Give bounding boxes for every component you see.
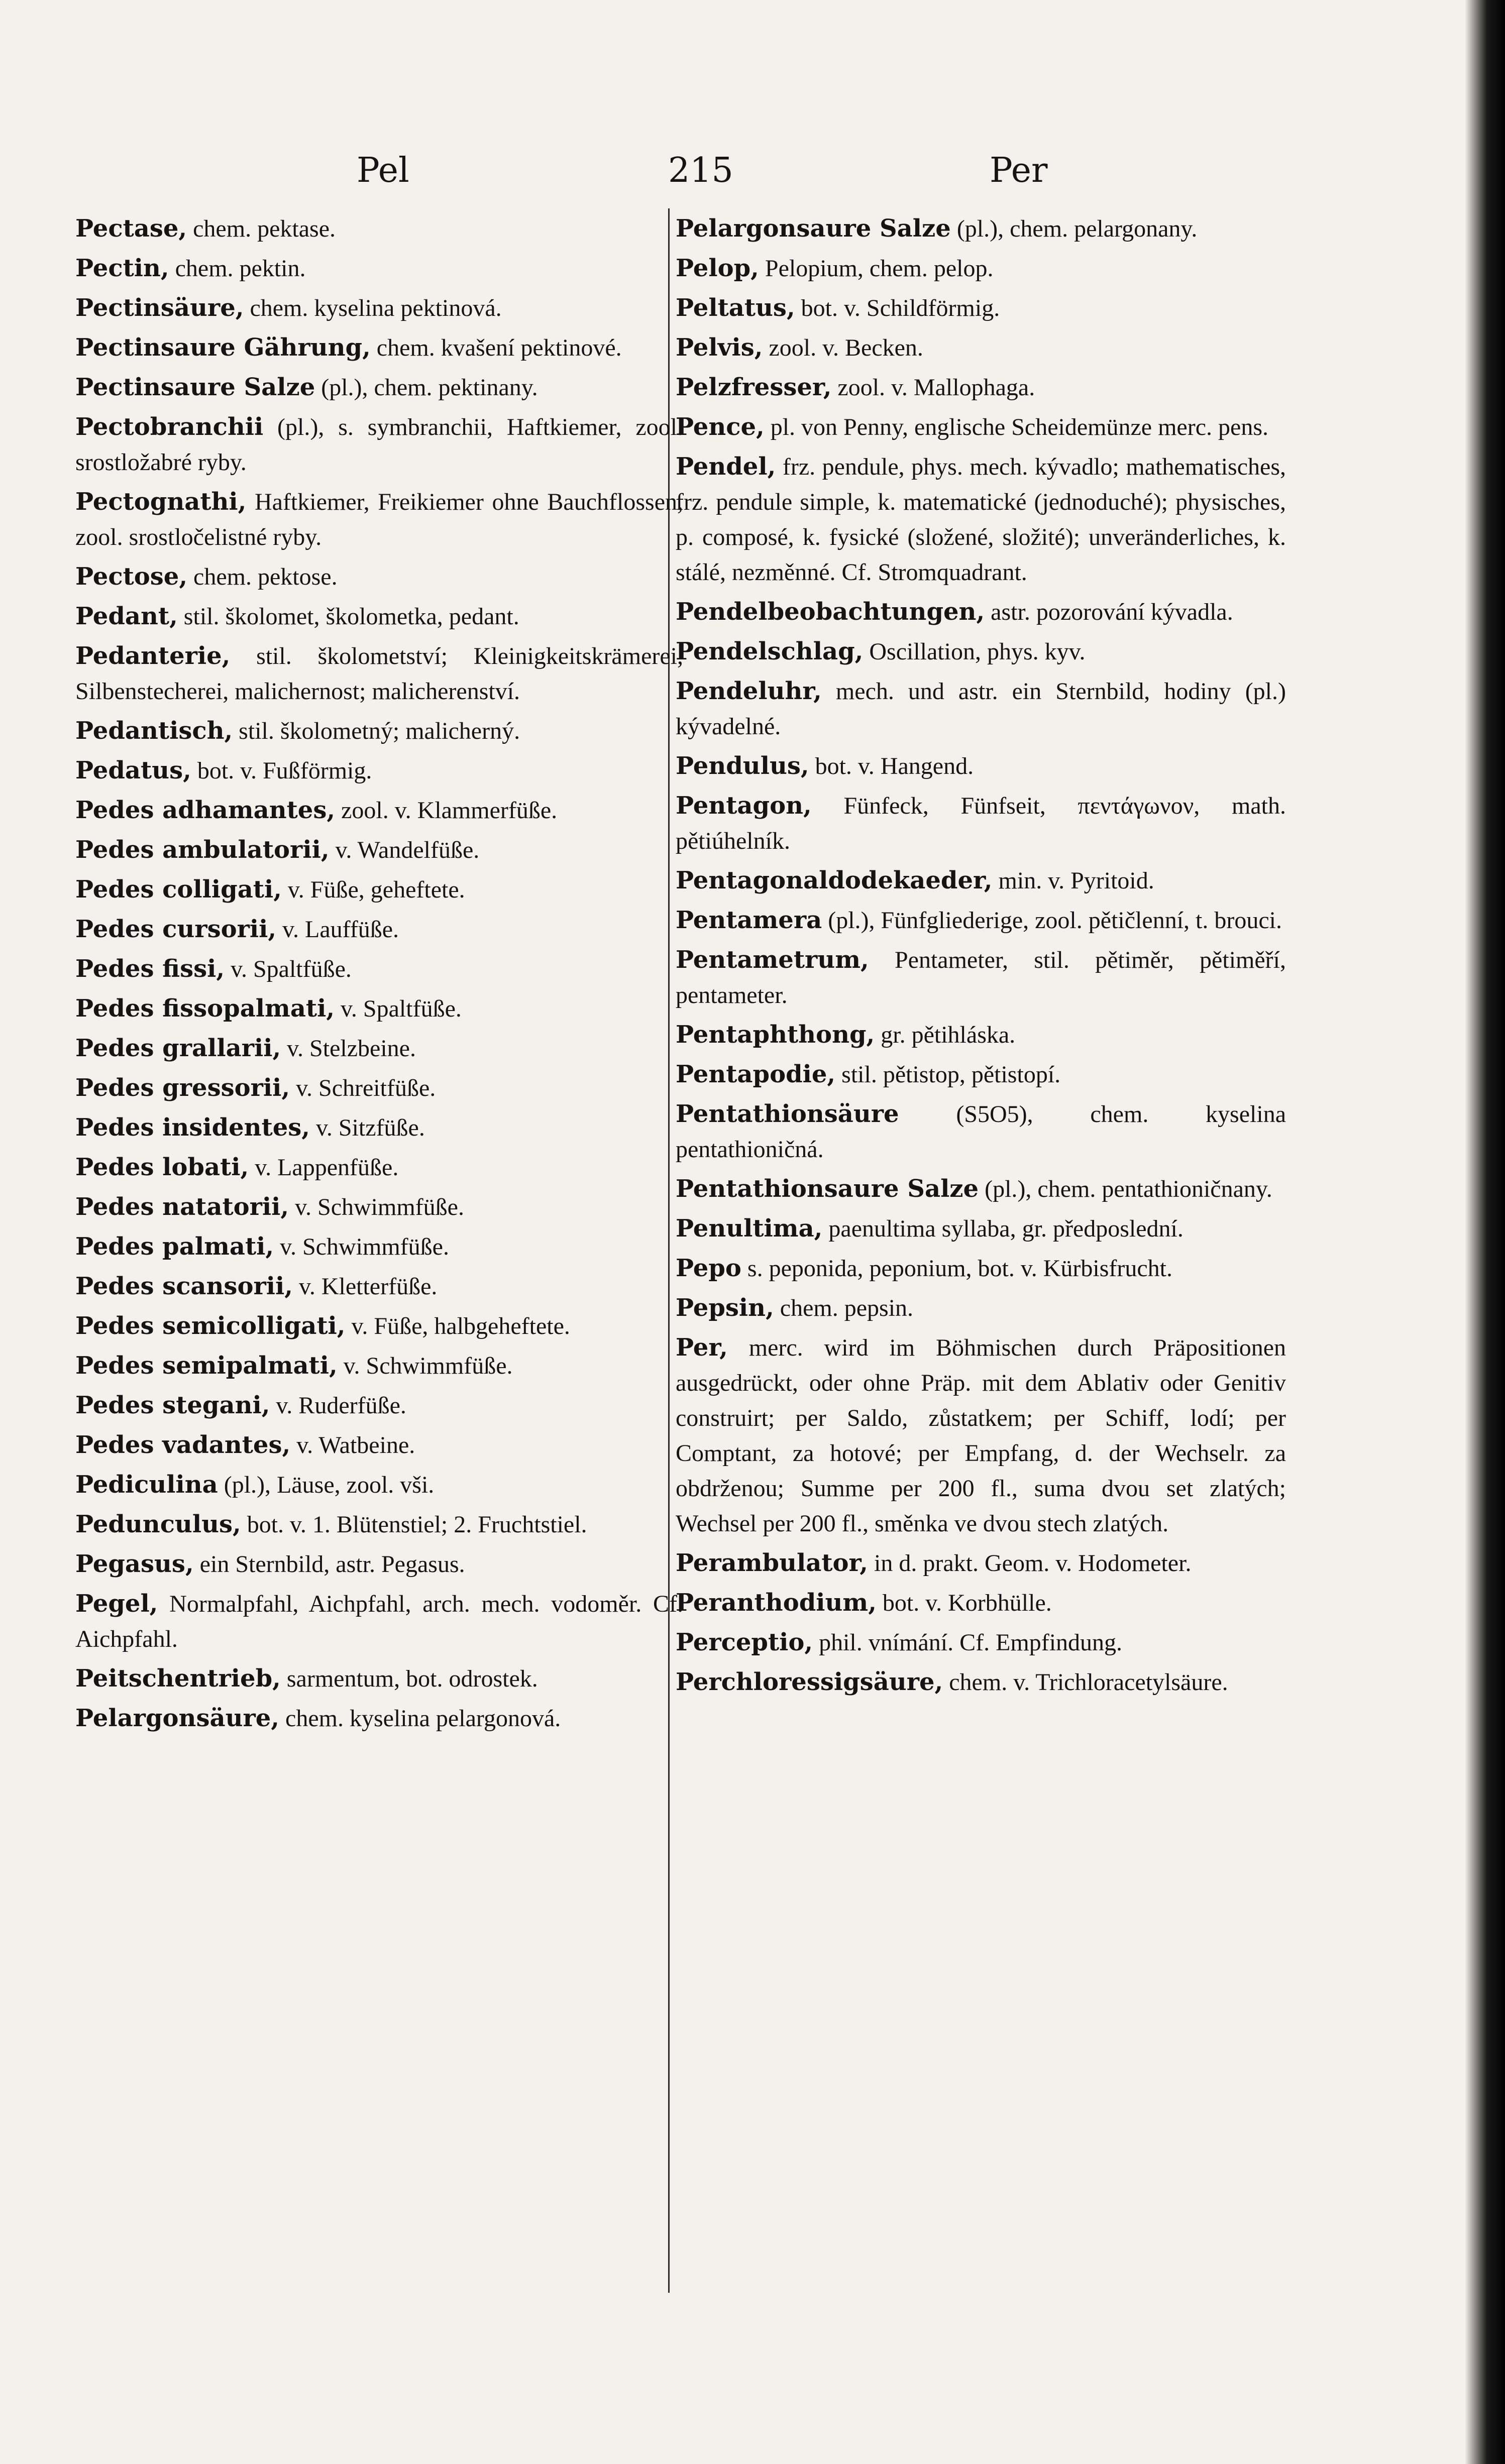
entry-definition: gr. pětihláska. [875,1022,1016,1048]
entry-headword: Pedes lobati, [75,1153,249,1181]
dictionary-entry [75,211,683,247]
entry-definition: stil. školometný; malicherný. [233,718,520,744]
dictionary-entry [676,1096,1286,1167]
entry-headword: Pedes gressorii, [75,1074,290,1102]
dictionary-entry [676,788,1286,859]
entry-definition: bot. v. Hangend. [809,753,974,779]
entry-definition: paenultima syllaba, gr. předposlední. [822,1215,1184,1242]
entry-definition: ein Sternbild, astr. Pegasus. [193,1551,465,1578]
dictionary-entry [676,903,1286,938]
dictionary-entry [75,912,683,947]
dictionary-entry [75,484,683,555]
dictionary-entry [676,1290,1286,1326]
dictionary-entry [75,559,683,595]
entry-definition: (pl.), Fünfgliederige, zool. pětičlenní, t. brouci. [822,907,1282,934]
dictionary-entry [676,1330,1286,1541]
entry-definition: pl. von Penny, englische Scheidemünze merc. pens. [764,414,1269,440]
entry-definition: (pl.), chem. pentathioničnany. [979,1176,1272,1202]
entry-definition: frz. pendule, phys. mech. kývadlo; mathematisches, frz. pendule simple, k. matematické (jednoduché); physisches, p. composé, k. fysické (složené, složité); unveränderliches, k. stálé, nezměnné. Cf. Stromquadrant. [676,454,1286,586]
entry-definition: chem. pektose. [187,564,338,590]
entry-headword: Pedes adhamantes, [75,796,336,824]
entry-headword: Pectinsäure, [75,294,244,322]
entry-definition: chem. pektin. [169,255,306,282]
dictionary-entry [75,1229,683,1265]
entry-definition: v. Schreitfüße. [290,1075,436,1101]
entry-headword: Pendeluhr, [676,677,822,705]
entry-definition: v. Füße, geheftete. [281,876,465,903]
entry-headword: Pectase, [75,214,187,243]
entry-definition: phil. vnímání. Cf. Empfindung. [813,1629,1123,1656]
entry-headword: Pectobranchii [75,413,264,441]
dictionary-entry [75,1031,683,1066]
entry-definition: stil. pětistop, pětistopí. [835,1061,1061,1088]
dictionary-entry [676,370,1286,405]
dictionary-entry [75,330,683,366]
entry-headword: Pectinsaure Gährung, [75,333,371,362]
dictionary-entry [676,211,1286,247]
dictionary-entry [75,753,683,789]
entry-headword: Pentathionsaure Salze [676,1175,979,1203]
dictionary-entry [75,638,683,709]
entry-definition: sarmentum, bot. odrostek. [280,1665,538,1692]
entry-headword: Pedes semipalmati, [75,1352,338,1380]
dictionary-entry [676,1251,1286,1286]
dictionary-entry [676,1585,1286,1621]
entry-definition: v. Schwimmfüße. [289,1194,464,1220]
entry-headword: Pedes vadantes, [75,1431,291,1459]
entry-headword: Pedant, [75,602,178,630]
entry-definition: (pl.), s. symbranchii, Haftkiemer, zool. srostložabré ryby. [75,414,683,476]
dictionary-entry [676,863,1286,899]
entry-headword: Pentagonaldodekaeder, [676,866,993,894]
entry-headword: Pendulus, [676,752,809,780]
entry-headword: Pegel, [75,1590,158,1618]
dictionary-entry [75,1388,683,1423]
dictionary-entry [75,1546,683,1582]
dictionary-entry [75,599,683,634]
entry-headword: Pelvis, [676,333,763,362]
entry-definition: bot. v. Schildförmig. [795,295,1000,321]
entry-headword: Pectose, [75,563,188,591]
entry-headword: Pendelschlag, [676,637,864,665]
entry-headword: Pectinsaure Salze [75,373,315,401]
entry-definition: Fünfeck, Fünfseit, πεντάγωνον, math. pětiúhelník. [676,793,1286,854]
entry-headword: Pedes semicolligati, [75,1312,346,1340]
dictionary-entry [676,1545,1286,1581]
entry-headword: Perambulator, [676,1549,869,1577]
dictionary-entry [676,1211,1286,1247]
page-edge-shadow [1465,0,1505,2464]
entry-definition: v. Sitzfüße. [310,1114,425,1141]
entry-definition: v. Spaltfüße. [335,995,462,1022]
dictionary-entry [75,1308,683,1344]
entry-definition: bot. v. Korbhülle. [876,1590,1052,1616]
entry-headword: Pedes insidentes, [75,1113,310,1142]
right-column [676,211,1286,2401]
entry-definition: v. Lappenfüße. [249,1154,399,1181]
entry-headword: Pelargonsaure Salze [676,214,951,243]
entry-definition: Pentameter, stil. pětiměr, pětiměří, pentameter. [676,947,1286,1009]
entry-definition: stil. školomet, školometka, pedant. [177,603,519,630]
entry-definition: (S5O5), chem. kyselina pentathioničná. [676,1101,1286,1163]
dictionary-entry [75,793,683,828]
entry-definition: stil. školometství; Kleinigkeitskrämerei, Silbenstecherei, malichernost; malicherenství. [75,643,683,705]
entry-headword: Pediculina [75,1471,218,1499]
page-number: 215 [668,151,733,190]
entry-definition: (pl.), chem. pelargonany. [950,215,1198,242]
dictionary-entry [75,713,683,749]
dictionary-entry [676,1057,1286,1092]
dictionary-entry [75,370,683,405]
entry-headword: Pedantisch, [75,717,233,745]
entry-headword: Pedes grallarii, [75,1034,281,1062]
entry-headword: Pentaphthong, [676,1021,875,1049]
entry-definition: v. Kletterfüße. [292,1273,438,1300]
entry-headword: Pentametrum, [676,946,869,974]
dictionary-entry [75,1467,683,1503]
entry-headword: Pedatus, [75,756,191,785]
entry-headword: Per, [676,1333,728,1362]
dictionary-entry [676,1171,1286,1207]
dictionary-entry [676,594,1286,630]
dictionary-entry [676,290,1286,326]
entry-definition: (pl.), Läuse, zool. vši. [218,1472,435,1498]
entry-definition: Pelopium, chem. pelop. [759,255,994,282]
dictionary-entry [75,1427,683,1463]
entry-headword: Pedes stegani, [75,1391,270,1419]
dictionary-entry [75,991,683,1027]
dictionary-entry [676,1664,1286,1700]
entry-headword: Pence, [676,413,765,441]
entry-definition: v. Stelzbeine. [281,1035,416,1062]
dictionary-entry [676,449,1286,590]
entry-definition: merc. wird im Böhmischen durch Präpositionen ausgedrückt, oder ohne Präp. mit dem Ablativ oder Genitiv construirt; per Saldo, zůstatkem; per Schiff, lodí; per Comptant, za hotové; per Empfang, d. der Wechselr. za obdrženou; Summe per 200 fl., suma dvou set zlatých; Wechsel per 200 fl., směnka ve dvou stech zlatých. [676,1334,1286,1537]
entry-definition: mech. und astr. ein Sternbild, hodiny (pl.) kývadelné. [676,678,1286,740]
entry-definition: astr. pozorování kývadla. [985,599,1233,625]
dictionary-entry [75,832,683,868]
dictionary-entry [676,674,1286,744]
entry-headword: Pectin, [75,254,169,282]
entry-definition: s. peponida, peponium, bot. v. Kürbisfrucht. [741,1255,1173,1282]
entry-headword: Pepo [676,1254,741,1282]
entry-headword: Pedunculus, [75,1510,241,1538]
entry-definition: v. Watbeine. [290,1432,415,1459]
dictionary-entry [676,748,1286,784]
entry-headword: Perchloressigsäure, [676,1668,943,1696]
entry-definition: zool. v. Becken. [763,334,923,361]
entry-headword: Pedes cursorii, [75,915,277,943]
entry-headword: Pentamera [676,906,822,934]
entry-headword: Pepsin, [676,1294,774,1322]
entry-definition: chem. pektase. [187,215,336,242]
entry-headword: Pendelbeobachtungen, [676,598,985,626]
entry-definition: Oscillation, phys. kyv. [863,638,1086,665]
entry-definition: chem. kyselina pelargonová. [279,1705,561,1732]
dictionary-entry [676,251,1286,286]
entry-headword: Pectognathi, [75,488,247,516]
entry-headword: Pedes scansorii, [75,1272,293,1300]
header-left-guide: Pel [357,151,409,190]
entry-headword: Peranthodium, [676,1589,877,1617]
entry-headword: Penultima, [676,1214,823,1243]
entry-headword: Pedes fissi, [75,955,225,983]
entry-headword: Pegasus, [75,1550,194,1578]
dictionary-entry [75,290,683,326]
entry-headword: Pentagon, [676,792,812,820]
dictionary-entry [676,1625,1286,1660]
dictionary-entry [75,251,683,286]
entry-definition: in d. prakt. Geom. v. Hodometer. [868,1550,1192,1577]
header-right-guide: Per [990,151,1048,190]
entry-definition: chem. kvašení pektinové. [370,334,622,361]
entry-definition: v. Wandelfüße. [329,837,480,863]
entry-headword: Pedes natatorii, [75,1193,289,1221]
dictionary-entry [676,1017,1286,1053]
entry-headword: Pentapodie, [676,1060,836,1088]
entry-headword: Pedes palmati, [75,1233,274,1261]
entry-headword: Peitschentrieb, [75,1664,281,1693]
entry-definition: v. Schwimmfüße. [274,1234,449,1260]
entry-definition: bot. v. Fußförmig. [191,757,372,784]
dictionary-entry [676,634,1286,669]
entry-definition: zool. v. Klammerfüße. [335,797,558,824]
dictionary-entry [676,330,1286,366]
entry-definition: v. Schwimmfüße. [337,1353,513,1379]
entry-definition: Haftkiemer, Freikiemer ohne Bauchflossen, zool. srostločelistné ryby. [75,489,683,550]
entry-headword: Pedanterie, [75,642,231,670]
dictionary-entry [75,409,683,480]
dictionary-entry [75,1586,683,1657]
dictionary-entry [75,1150,683,1185]
entry-headword: Pelzfresser, [676,373,832,401]
dictionary-entry [75,1070,683,1106]
dictionary-entry [75,1701,683,1736]
dictionary-entry [75,1269,683,1304]
dictionary-entry [75,951,683,987]
entry-definition: zool. v. Mallophaga. [831,374,1035,401]
entry-definition: min. v. Pyritoid. [992,867,1154,894]
entry-definition: v. Füße, halbgeheftete. [345,1313,570,1339]
entry-headword: Perceptio, [676,1628,813,1656]
entry-definition: chem. kyselina pektinová. [244,295,502,321]
dictionary-entry [75,872,683,908]
entry-definition: v. Ruderfüße. [270,1392,406,1419]
entry-definition: chem. pepsin. [774,1295,914,1321]
dictionary-entry [75,1661,683,1697]
dictionary-entry [676,409,1286,445]
entry-headword: Pendel, [676,453,776,481]
entry-definition: (pl.), chem. pektinany. [315,374,538,401]
entry-headword: Pelop, [676,254,759,282]
dictionary-entry [676,942,1286,1013]
entry-headword: Pedes fissopalmati, [75,994,335,1023]
entry-headword: Pedes ambulatorii, [75,836,330,864]
entry-headword: Peltatus, [676,294,795,322]
entry-definition: Normalpfahl, Aichpfahl, arch. mech. vodoměr. Cf. Aichpfahl. [75,1591,683,1652]
page-header [65,151,1452,206]
dictionary-entry [75,1348,683,1384]
entry-definition: v. Lauffüße. [276,916,399,943]
dictionary-entry [75,1110,683,1146]
left-column [75,211,683,2401]
entry-definition: bot. v. 1. Blütenstiel; 2. Fruchtstiel. [241,1511,587,1538]
dictionary-entry [75,1507,683,1542]
entry-headword: Pelargonsäure, [75,1704,280,1732]
entry-definition: chem. v. Trichloracetylsäure. [943,1669,1228,1696]
entry-headword: Pentathionsäure [676,1100,899,1128]
dictionary-entry [75,1189,683,1225]
entry-headword: Pedes colligati, [75,875,282,904]
entry-definition: v. Spaltfüße. [225,956,352,982]
